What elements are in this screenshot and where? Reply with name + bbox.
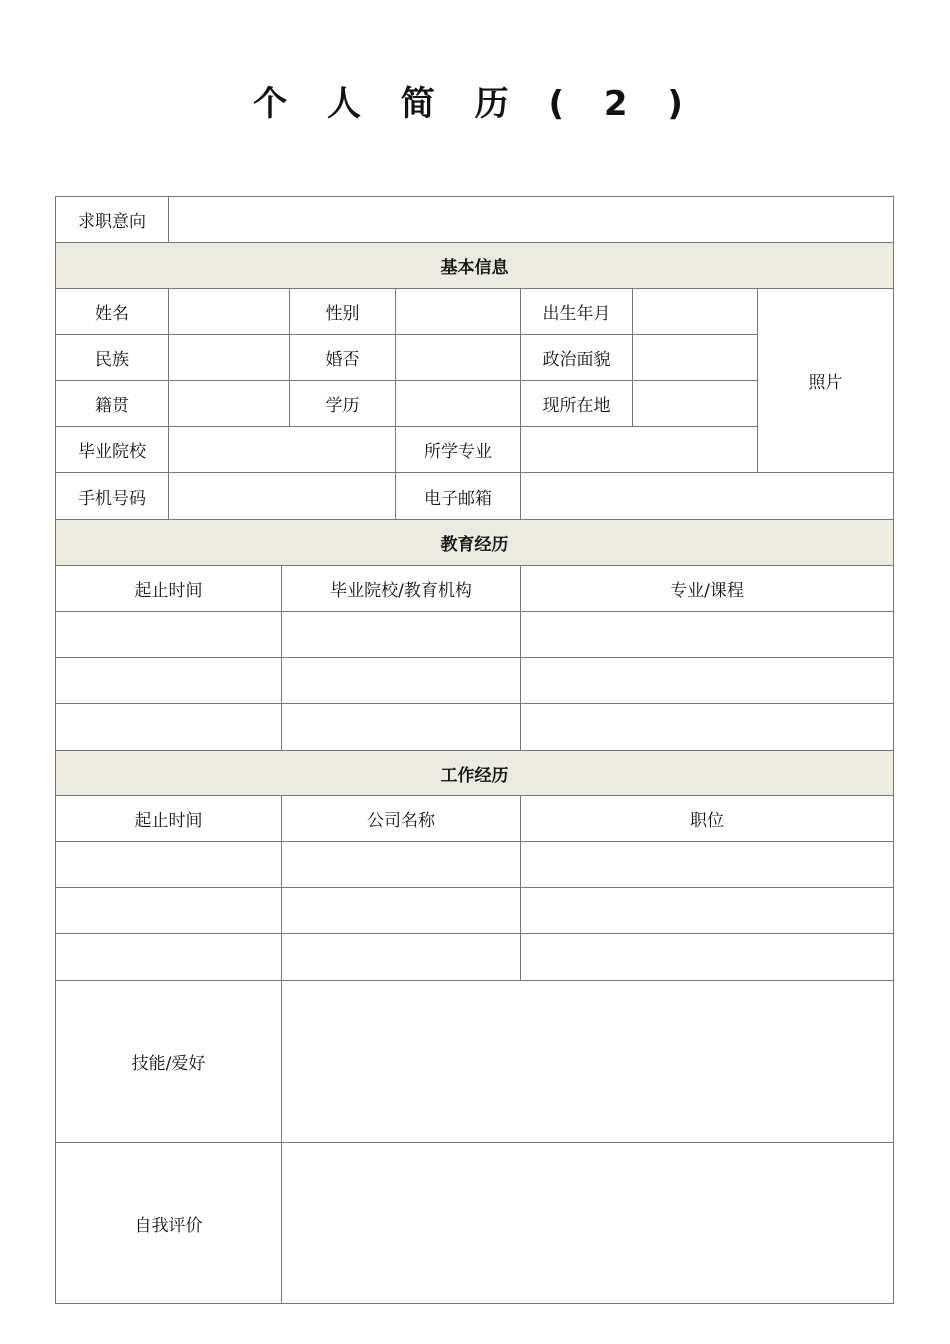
work-cell[interactable] xyxy=(520,841,893,887)
school-label: 毕业院校 xyxy=(55,426,168,472)
work-cell[interactable] xyxy=(55,887,281,933)
major-label: 所学专业 xyxy=(395,426,520,472)
email-label: 电子邮箱 xyxy=(395,472,520,519)
political-field[interactable] xyxy=(632,334,757,380)
major-field[interactable] xyxy=(520,426,757,472)
work-cell[interactable] xyxy=(281,887,520,933)
education-field[interactable] xyxy=(395,380,520,426)
work-col-company: 公司名称 xyxy=(281,795,520,841)
skills-label: 技能/爱好 xyxy=(55,980,281,1142)
work-cell[interactable] xyxy=(281,841,520,887)
ethnicity-label: 民族 xyxy=(55,334,168,380)
edu-col-major: 专业/课程 xyxy=(520,565,893,611)
name-label: 姓名 xyxy=(55,288,168,334)
native-label: 籍贯 xyxy=(55,380,168,426)
work-col-period: 起止时间 xyxy=(55,795,281,841)
birth-field[interactable] xyxy=(632,288,757,334)
edu-cell[interactable] xyxy=(281,611,520,657)
work-cell[interactable] xyxy=(520,887,893,933)
marital-label: 婚否 xyxy=(289,334,395,380)
job-intention-field[interactable] xyxy=(168,196,893,242)
ethnicity-field[interactable] xyxy=(168,334,289,380)
email-field[interactable] xyxy=(520,472,893,519)
education-label: 学历 xyxy=(289,380,395,426)
work-cell[interactable] xyxy=(55,841,281,887)
edu-cell[interactable] xyxy=(520,611,893,657)
edu-cell[interactable] xyxy=(520,657,893,703)
edu-cell[interactable] xyxy=(281,703,520,750)
edu-cell[interactable] xyxy=(520,703,893,750)
work-cell[interactable] xyxy=(281,933,520,980)
gender-field[interactable] xyxy=(395,288,520,334)
work-cell[interactable] xyxy=(520,933,893,980)
residence-label: 现所在地 xyxy=(520,380,632,426)
basic-info-header: 基本信息 xyxy=(55,242,893,288)
name-field[interactable] xyxy=(168,288,289,334)
self-eval-label: 自我评价 xyxy=(55,1142,281,1303)
birth-label: 出生年月 xyxy=(520,288,632,334)
work-cell[interactable] xyxy=(55,933,281,980)
edu-cell[interactable] xyxy=(55,611,281,657)
self-eval-field[interactable] xyxy=(281,1142,893,1303)
residence-field[interactable] xyxy=(632,380,757,426)
native-field[interactable] xyxy=(168,380,289,426)
resume-form xyxy=(55,196,894,1304)
work-header: 工作经历 xyxy=(55,750,893,795)
page-title: 个 人 简 历 ( 2 ) xyxy=(253,84,697,124)
political-label: 政治面貌 xyxy=(520,334,632,380)
job-intention-label: 求职意向 xyxy=(55,196,168,242)
phone-label: 手机号码 xyxy=(55,472,168,519)
edu-cell[interactable] xyxy=(55,657,281,703)
education-header: 教育经历 xyxy=(55,519,893,565)
edu-cell[interactable] xyxy=(281,657,520,703)
school-field[interactable] xyxy=(168,426,395,472)
skills-field[interactable] xyxy=(281,980,893,1142)
edu-cell[interactable] xyxy=(55,703,281,750)
work-col-position: 职位 xyxy=(520,795,893,841)
edu-col-period: 起止时间 xyxy=(55,565,281,611)
marital-field[interactable] xyxy=(395,334,520,380)
phone-field[interactable] xyxy=(168,472,395,519)
photo-box[interactable]: 照片 xyxy=(757,288,893,472)
gender-label: 性别 xyxy=(289,288,395,334)
edu-col-school: 毕业院校/教育机构 xyxy=(281,565,520,611)
